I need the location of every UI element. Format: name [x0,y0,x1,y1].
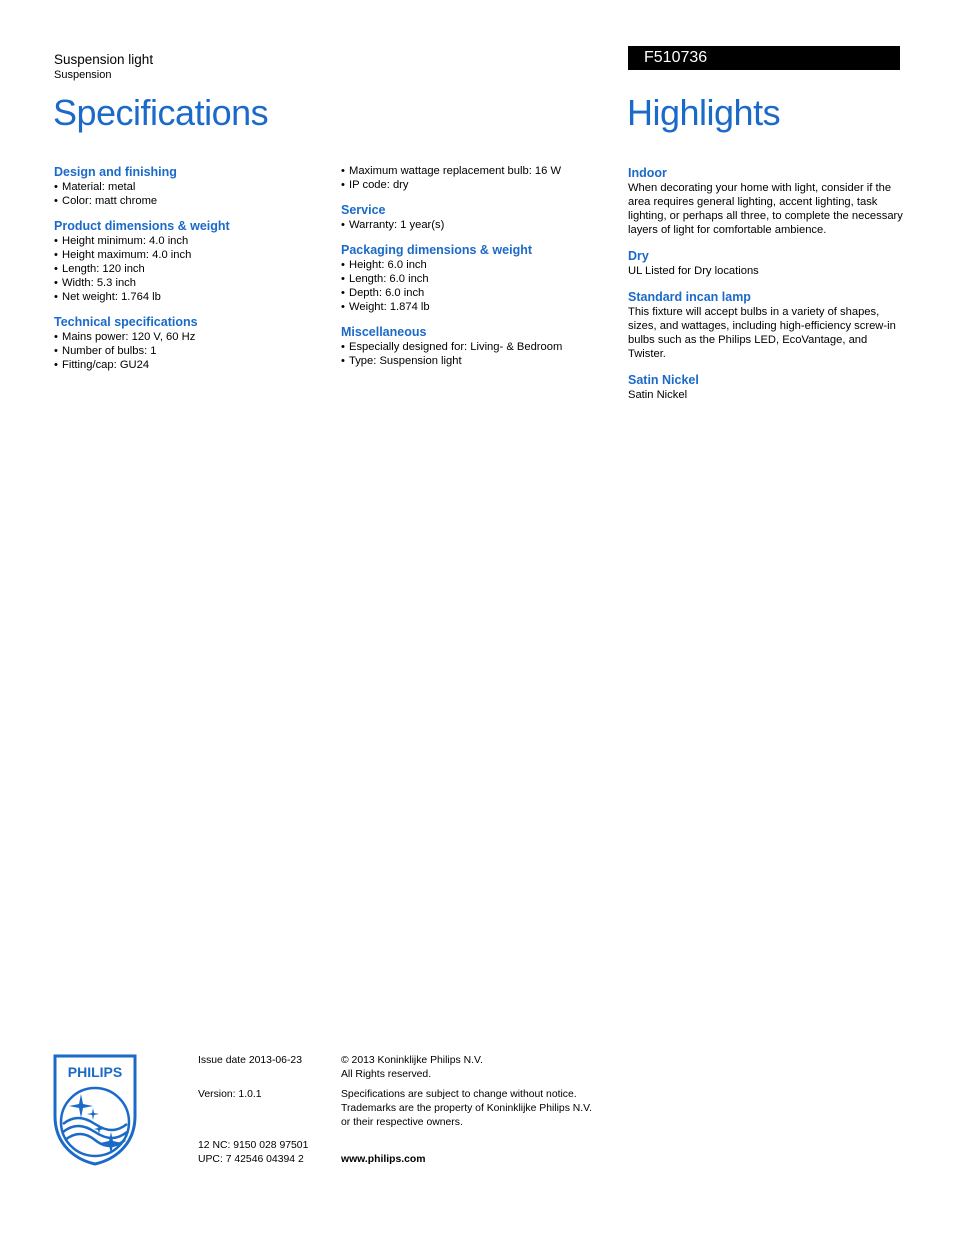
specs-column-2 [341,164,611,378]
highlight-section [628,165,903,237]
highlight-title: Standard incan lamp [628,290,751,304]
spec-item: • Especially designed for: Living- & Bedroom [341,340,611,354]
highlight-section [628,248,903,278]
spec-item: • Height: 6.0 inch [341,258,611,272]
model-number-bar: F510736 [628,46,900,70]
spec-section [54,164,324,208]
spec-item: • Material: metal [54,180,324,194]
spec-section [341,242,611,314]
upc-code: UPC: 7 42546 04394 2 [198,1154,304,1165]
product-codes [198,1139,308,1167]
highlight-text: Satin Nickel [628,389,688,401]
spec-item: • Length: 6.0 inch [341,272,611,286]
spec-section-title: Product dimensions & weight [54,219,230,233]
spec-section [341,324,611,368]
spec-item: • Maximum wattage replacement bulb: 16 W [341,164,611,178]
product-subtitle: Suspension [54,69,112,81]
spec-section-continued [341,164,611,192]
spec-item: • Color: matt chrome [54,194,324,208]
spec-item: • Net weight: 1.764 lb [54,290,324,304]
highlight-title: Dry [628,249,649,263]
specifications-title: Specifications [53,92,269,133]
copyright [341,1054,483,1082]
highlight-text: This fixture will accept bulbs in a variety of shapes, sizes, and wattages, including high-efficiency screw-in bulbs such as the Philips LED, EcoVantage, and Twister. [628,306,896,360]
spec-section-title: Technical specifications [54,315,198,329]
nc-code: 12 NC: 9150 028 97501 [198,1140,309,1151]
spec-section-title: Packaging dimensions & weight [341,243,533,257]
spec-item: • Mains power: 120 V, 60 Hz [54,330,324,344]
spec-section-title: Design and finishing [54,165,177,179]
spec-section-title: Service [341,203,386,217]
spec-item: • Length: 120 inch [54,262,324,276]
notice-line: Specifications are subject to change without notice. [341,1089,577,1100]
rights-line: All Rights reserved. [341,1069,432,1080]
spec-item: • Warranty: 1 year(s) [341,218,611,232]
highlight-section [628,372,903,402]
notice-line: Trademarks are the property of Koninklijke Philips N.V. [341,1103,593,1114]
specs-column-1 [54,164,324,382]
spec-item: • Type: Suspension light [341,354,611,368]
spec-item: • Fitting/cap: GU24 [54,358,324,372]
spec-item: • Depth: 6.0 inch [341,286,611,300]
version: Version: 1.0.1 [198,1089,262,1100]
spec-section [54,218,324,304]
spec-item: • IP code: dry [341,178,611,192]
philips-shield-logo [53,1054,137,1166]
spec-item: • Weight: 1.874 lb [341,300,611,314]
spec-item: • Width: 5.3 inch [54,276,324,290]
highlight-section [628,289,903,361]
product-name: Suspension light [54,52,154,67]
spec-section [54,314,324,372]
notice-line: or their respective owners. [341,1117,463,1128]
highlight-text: UL Listed for Dry locations [628,265,759,277]
issue-date: Issue date 2013-06-23 [198,1055,302,1066]
highlight-title: Indoor [628,166,667,180]
highlight-title: Satin Nickel [628,373,699,387]
spec-item: • Number of bulbs: 1 [54,344,324,358]
spec-section [341,202,611,232]
highlights-column [628,165,903,413]
logo-wordmark: PHILIPS [67,1064,123,1080]
spec-section-title: Miscellaneous [341,325,427,339]
website-link[interactable]: www.philips.com [341,1154,426,1165]
highlights-title: Highlights [627,92,781,133]
specs-notice [341,1088,621,1130]
highlight-text: When decorating your home with light, consider if the area requires general lighting, accent lighting, task lighting, or perhaps all three, to complete the necessary layers of light for comfortable ambience. [628,182,903,236]
spec-item: • Height maximum: 4.0 inch [54,248,324,262]
copyright-line: © 2013 Koninklijke Philips N.V. [341,1055,483,1066]
spec-item: • Height minimum: 4.0 inch [54,234,324,248]
